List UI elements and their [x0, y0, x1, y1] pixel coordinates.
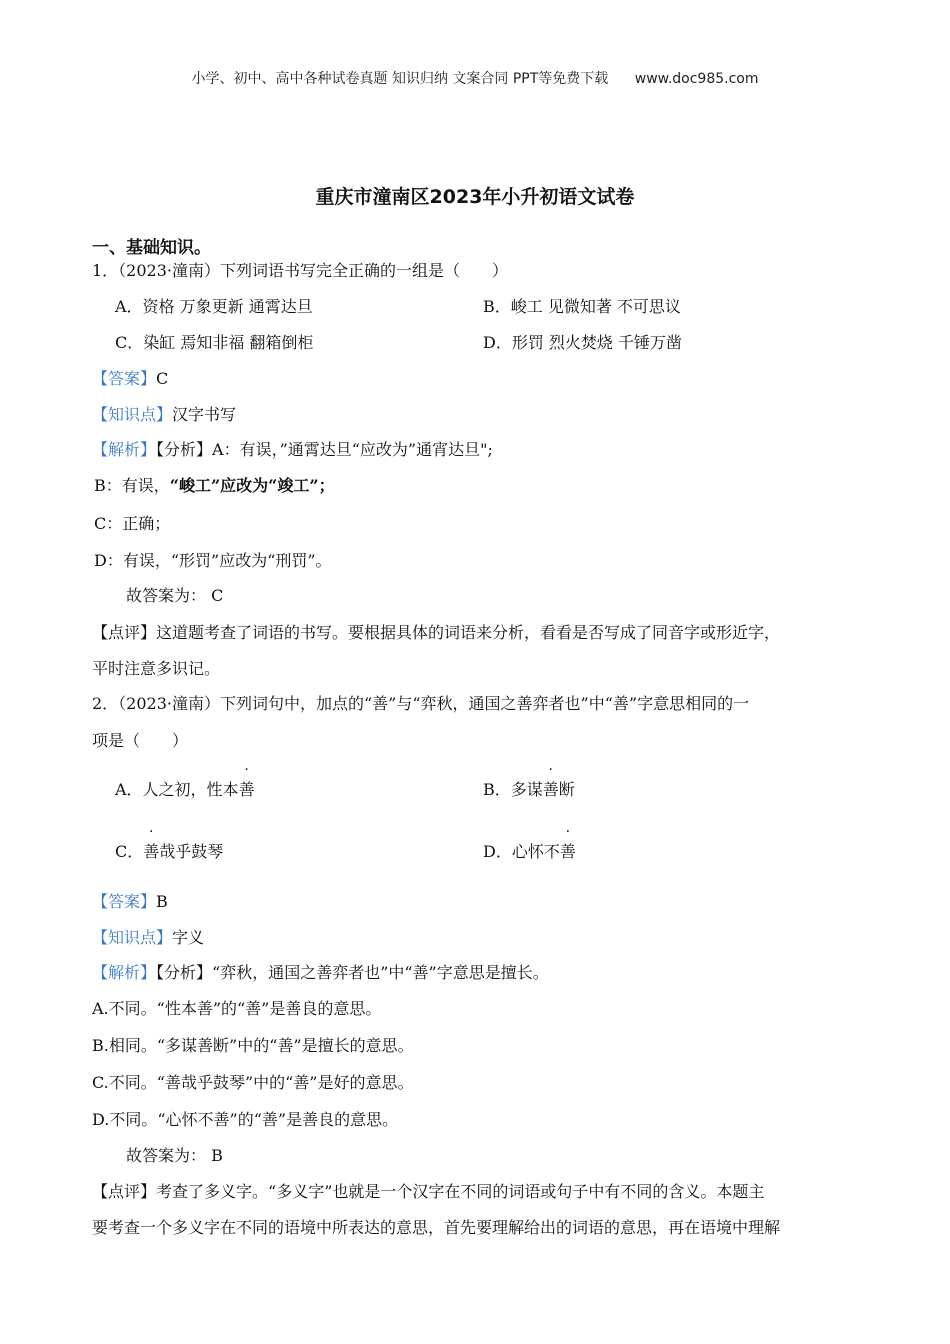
- q1-analysis-d: D：有误，“形罚”应改为“刑罚”。: [94, 551, 332, 570]
- q2-analysis: [92, 960, 549, 983]
- analysis-text: 【分析】A：有误，”通霄达旦“应改为”通宵达旦";: [156, 440, 493, 459]
- q1-analysis-b: [94, 473, 335, 496]
- q2-option-c: [115, 839, 223, 862]
- q1-option-b: B．峻工 见微知著 不可思议: [483, 297, 681, 316]
- q2-option-c-post: 哉乎鼓琴: [159, 842, 224, 861]
- q2-analysis-d: D.不同。“心怀不善”的“善”是善良的意思。: [92, 1110, 399, 1129]
- answer-tag: 【答案】: [92, 892, 157, 911]
- q1-option-a: A．资格 万象更新 通霄达旦: [115, 297, 313, 316]
- knowledge-tag: 【知识点】: [92, 928, 173, 947]
- emphasis-char: 善: [542, 780, 559, 799]
- analysis-tag: 【解析】: [92, 963, 157, 982]
- analysis-b-pre: B：有误，: [94, 476, 170, 495]
- q2-option-d-text: D．心怀不: [483, 842, 560, 861]
- q1-stem: 1．（2023·潼南）下列词语书写完全正确的一组是（ ）: [92, 261, 508, 280]
- comment-text-1: 这道题考查了词语的书写。要根据具体的词语来分析，看看是否写成了同音字或形近字，: [156, 623, 781, 642]
- q2-option-d: [483, 839, 576, 862]
- q2-option-a: [115, 777, 255, 800]
- q2-analysis-c: C.不同。“善哉乎鼓琴”中的“善”是好的意思。: [92, 1073, 414, 1092]
- q2-final-answer: 故答案为： B: [126, 1146, 223, 1165]
- q1-answer: [92, 366, 168, 389]
- q2-comment-2: 要考查一个多义字在不同的语境中所表达的意思，首先要理解给出的词语的意思，再在语境中理解: [92, 1218, 781, 1237]
- section-heading: 一、基础知识。: [92, 238, 211, 258]
- comment-tag: 【点评】: [92, 1182, 157, 1201]
- q2-option-b-post: 断: [558, 780, 575, 799]
- q1-analysis-c: C：正确；: [94, 514, 171, 533]
- header-text: 小学、初中、高中各种试卷真题 知识归纳 文案合同 PPT等免费下载: [191, 71, 609, 87]
- q1-knowledge: [92, 402, 236, 425]
- comment-tag: 【点评】: [92, 623, 157, 642]
- analysis-text: 【分析】“弈秋，通国之善弈者也”中“善”字意思是擅长。: [156, 963, 549, 982]
- emphasis-char: 善: [559, 842, 576, 861]
- knowledge-value: 字义: [172, 928, 205, 947]
- q2-knowledge: [92, 925, 204, 948]
- q1-option-d: D．形罚 烈火焚烧 千锤万凿: [483, 333, 683, 352]
- q2-option-b-text: B．多谋: [483, 780, 543, 799]
- q1-analysis: [92, 437, 493, 460]
- q1-final-answer: 故答案为： C: [126, 586, 224, 605]
- knowledge-value: 汉字书写: [172, 405, 237, 424]
- analysis-b-bold: “峻工”应改为“竣工”；: [169, 476, 335, 495]
- header-site[interactable]: www.doc985.com: [634, 71, 759, 87]
- comment-text-1: 考查了多义字。“多义字”也就是一个汉字在不同的词语或句子中有不同的含义。本题主: [156, 1182, 765, 1201]
- q2-answer: [92, 889, 168, 912]
- knowledge-tag: 【知识点】: [92, 405, 173, 424]
- q2-analysis-b: B.相同。“多谋善断”中的“善”是擅长的意思。: [92, 1036, 414, 1055]
- page-header: [0, 68, 950, 88]
- answer-value: C: [156, 369, 169, 388]
- q2-stem-2: 项是（ ）: [92, 731, 189, 750]
- q1-comment: [92, 620, 780, 643]
- analysis-tag: 【解析】: [92, 440, 157, 459]
- q2-option-c-text: C．: [115, 842, 144, 861]
- q2-stem-1: 2．（2023·潼南）下列词句中，加点的“善”与“弈秋，通国之善弈者也”中“善”字意思相同的一: [92, 694, 750, 713]
- q1-option-c: C．染缸 焉知非福 翻箱倒柜: [115, 333, 314, 352]
- emphasis-char: 善: [238, 780, 255, 799]
- emphasis-char: 善: [143, 842, 160, 861]
- answer-value: B: [156, 892, 168, 911]
- q2-analysis-a: A.不同。“性本善”的“善”是善良的意思。: [92, 999, 382, 1018]
- q2-comment: [92, 1179, 764, 1202]
- q2-option-a-text: A．人之初，性本: [115, 780, 239, 799]
- answer-tag: 【答案】: [92, 369, 157, 388]
- q2-option-b: [483, 777, 575, 800]
- q1-comment-2: 平时注意多识记。: [92, 659, 221, 678]
- document-title: 重庆市潼南区2023年小升初语文试卷: [315, 186, 635, 208]
